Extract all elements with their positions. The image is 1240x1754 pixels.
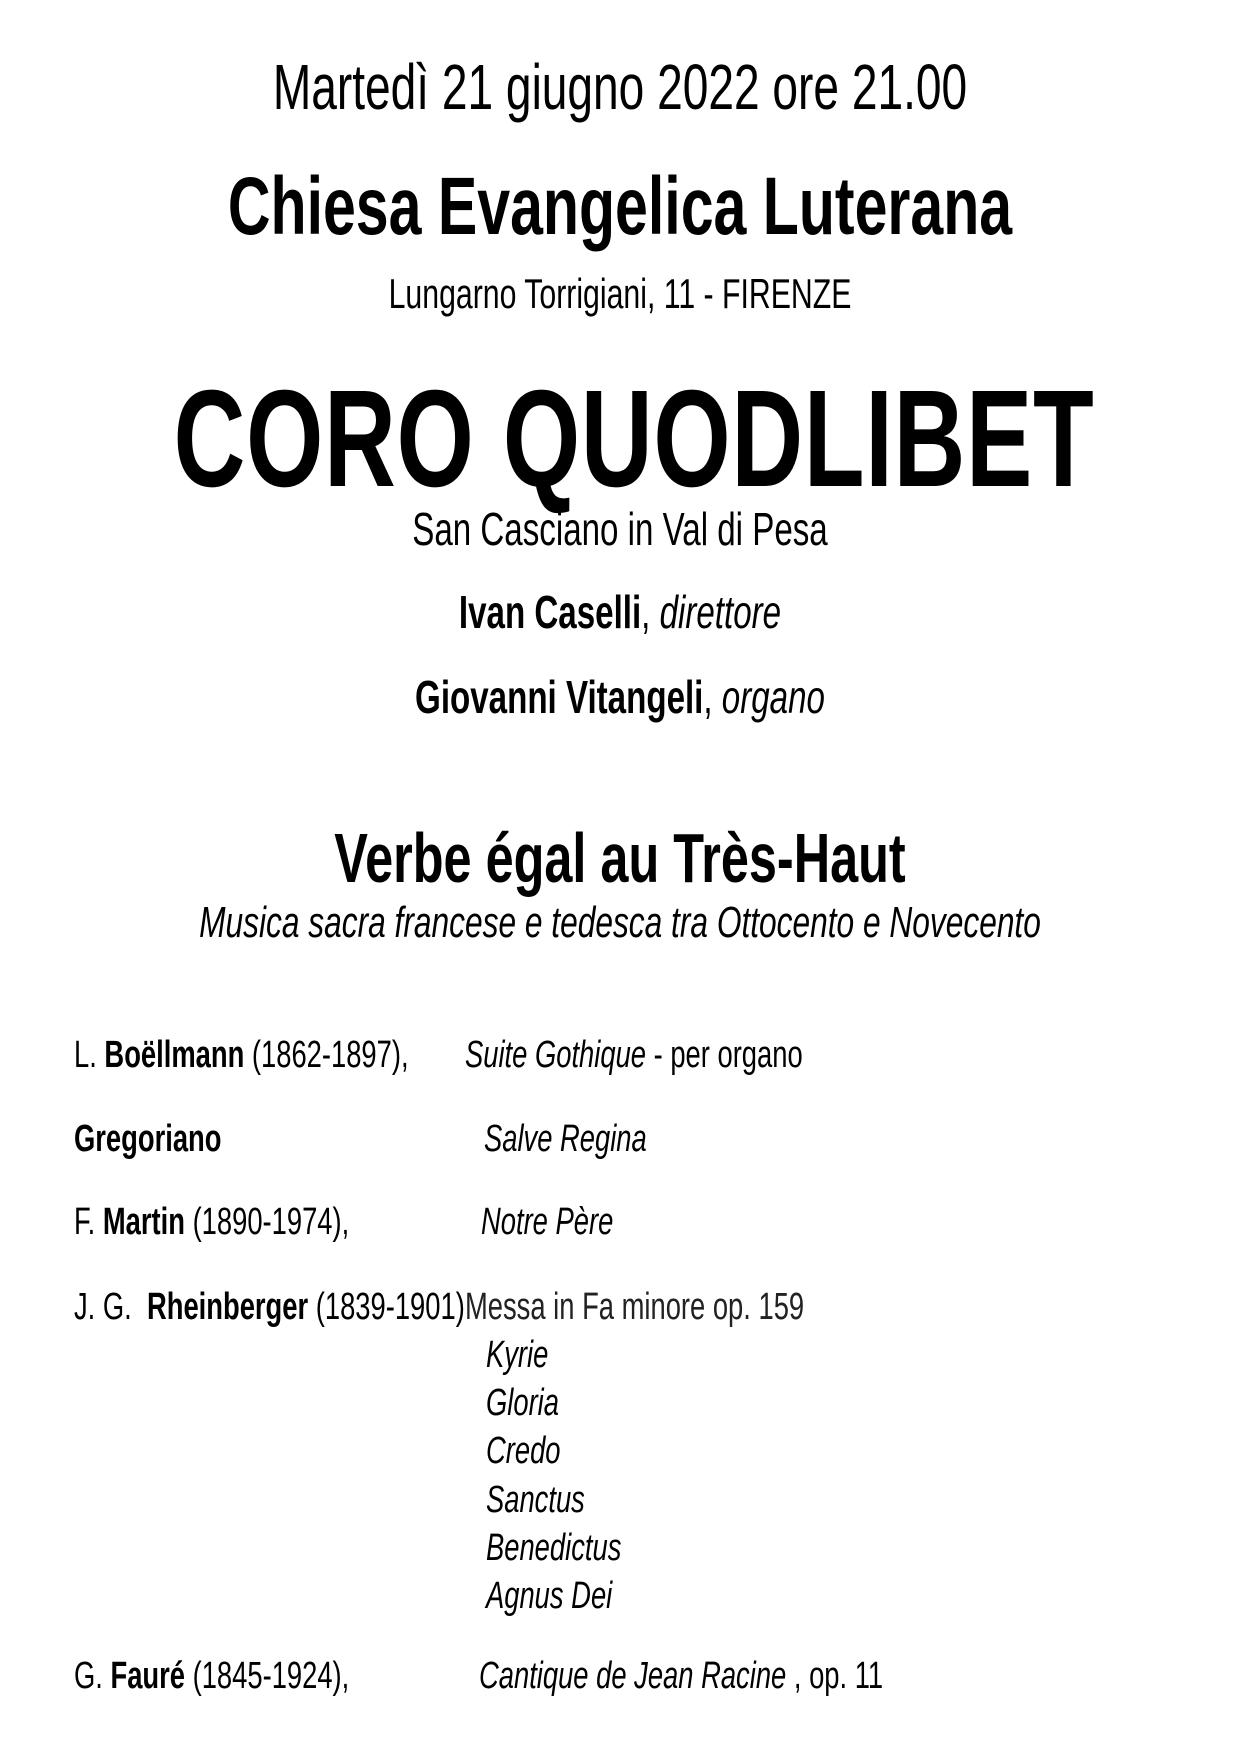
mass-movement: Credo: [486, 1430, 561, 1472]
director-credit: Ivan Caselli, direttore: [458, 586, 782, 638]
mass-movement: Gloria: [486, 1382, 559, 1424]
composer-name: Fauré: [110, 1655, 186, 1697]
programme-subtitle: Musica sacra francese e tedesca tra Ottocento e Novecento: [199, 898, 1041, 947]
work-title: Notre Père: [481, 1201, 614, 1243]
mass-movement: Sanctus: [486, 1479, 585, 1521]
choir-town: San Casciano in Val di Pesa: [412, 503, 828, 555]
venue-name: Chiesa Evangelica Luterana: [227, 161, 1013, 252]
composer-name: Rheinberger: [146, 1286, 309, 1328]
work-title: Cantique de Jean Racine: [479, 1655, 787, 1697]
organist-name: Giovanni Vitangeli: [415, 671, 704, 723]
work-title: Salve Regina: [484, 1118, 647, 1160]
mass-movement: Benedictus: [486, 1527, 622, 1569]
programme-title: Verbe égal au Très-Haut: [334, 819, 906, 897]
work-title: Messa in Fa minore op. 159: [465, 1286, 805, 1328]
venue-address: Lungarno Torrigiani, 11 - FIRENZE: [388, 270, 852, 317]
mass-movement: Kyrie: [486, 1334, 549, 1376]
composer-name: Martin: [102, 1201, 185, 1243]
concert-date: Martedì 21 giugno 2022 ore 21.00: [272, 51, 968, 123]
mass-movement: Agnus Dei: [486, 1575, 613, 1617]
organist-credit: Giovanni Vitangeli, organo: [415, 671, 825, 723]
choir-name: CORO QUODLIBET: [173, 362, 1095, 516]
organist-role: organo: [721, 671, 825, 723]
composer-name: Gregoriano: [74, 1118, 222, 1160]
director-role: direttore: [659, 586, 782, 638]
work-title: Suite Gothique: [465, 1034, 647, 1076]
director-name: Ivan Caselli: [458, 586, 642, 638]
composer-name: Boëllmann: [104, 1034, 245, 1076]
